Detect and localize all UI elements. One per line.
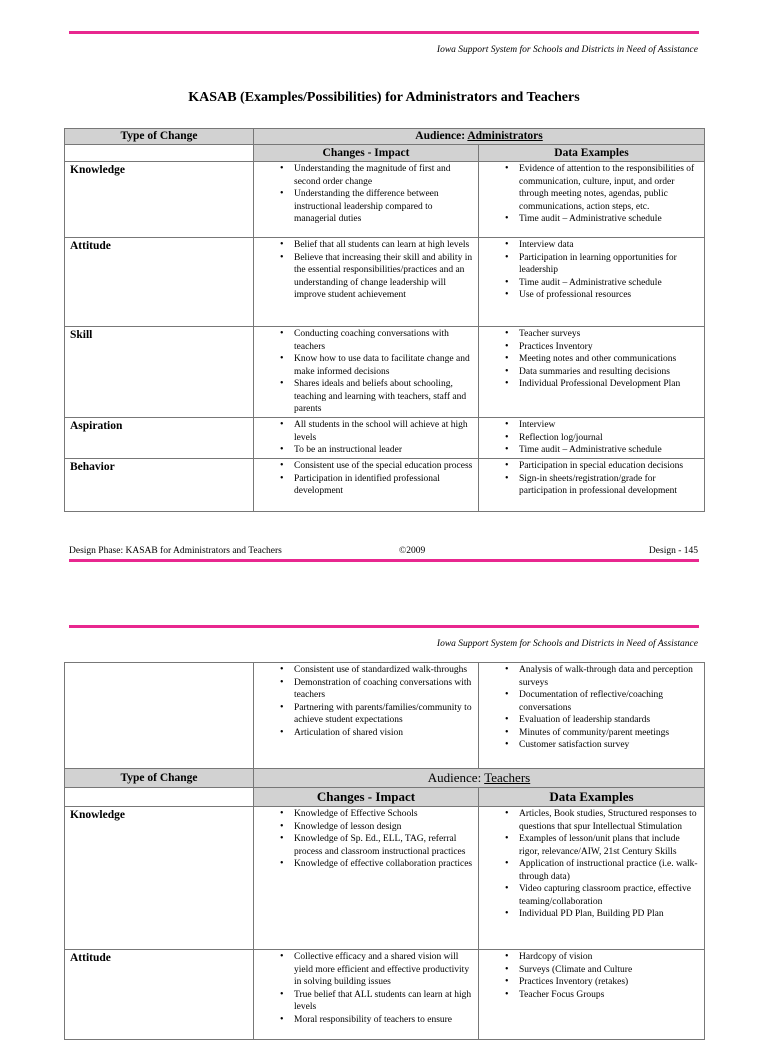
list-item: • Evidence of attention to the responsibilities of communication, culture, input, and order through meeting notes, agendas, public communications, action steps, etc. bbox=[479, 163, 700, 213]
changes-cell bbox=[254, 459, 479, 512]
data-cell bbox=[479, 418, 705, 459]
list-item: • True belief that ALL students can learn at high levels bbox=[254, 989, 474, 1014]
list-item: • Analysis of walk-through data and perception surveys bbox=[479, 664, 700, 689]
list-item: • Moral responsibility of teachers to ensure bbox=[254, 1014, 474, 1027]
list-item: • Individual Professional Development Plan bbox=[479, 378, 700, 391]
data-cell bbox=[479, 807, 705, 950]
type-of-change-header: Type of Change bbox=[65, 129, 254, 145]
list-item: • Understanding the difference between instructional leadership compared to managerial duties bbox=[254, 188, 474, 226]
changes-cell bbox=[254, 418, 479, 459]
changes-cell bbox=[254, 950, 479, 1040]
kasab-teacher-table bbox=[64, 662, 705, 1040]
blank-cell bbox=[65, 663, 254, 769]
list-item: • Articles, Book studies, Structured responses to questions that spur Intellectual Stimulation bbox=[479, 808, 700, 833]
list-item: • Knowledge of effective collaboration practices bbox=[254, 858, 474, 871]
list-item: • Demonstration of coaching conversations with teachers bbox=[254, 677, 474, 702]
table-row bbox=[65, 663, 705, 769]
footer-center: ©2009 bbox=[399, 546, 426, 556]
list-item: • Sign-in sheets/registration/grade for participation in professional development bbox=[479, 473, 700, 498]
footer-left: Design Phase: KASAB for Administrators and Teachers bbox=[69, 546, 282, 556]
page-title: KASAB (Examples/Possibilities) for Administrators and Teachers bbox=[188, 90, 580, 105]
audience-label: Audience: bbox=[427, 770, 482, 785]
data-examples-header: Data Examples bbox=[479, 788, 705, 807]
list-item: • To be an instructional leader bbox=[254, 444, 474, 457]
list-item: • Shares ideals and beliefs about schooling, teaching and learning with teachers, staff and parents bbox=[254, 378, 474, 416]
type-of-change-header: Type of Change bbox=[65, 769, 254, 788]
list-item: • Practices Inventory bbox=[479, 341, 700, 354]
list-item: • Reflection log/journal bbox=[479, 432, 700, 445]
audience-header bbox=[254, 769, 705, 788]
changes-cell bbox=[254, 238, 479, 327]
type-label: Knowledge bbox=[65, 162, 254, 238]
type-label: Knowledge bbox=[65, 807, 254, 950]
blank-cell bbox=[65, 788, 254, 807]
data-cell bbox=[479, 238, 705, 327]
list-item: • Time audit – Administrative schedule bbox=[479, 444, 700, 457]
type-label: Aspiration bbox=[65, 418, 254, 459]
list-item: • Data summaries and resulting decisions bbox=[479, 366, 700, 379]
list-item: • Time audit – Administrative schedule bbox=[479, 277, 700, 290]
list-item: • Consistent use of standardized walk-throughs bbox=[254, 664, 474, 677]
audience-value: Teachers bbox=[484, 770, 531, 785]
list-item: • Documentation of reflective/coaching conversations bbox=[479, 689, 700, 714]
list-item: • Interview data bbox=[479, 239, 700, 252]
changes-cell bbox=[254, 807, 479, 950]
table-row bbox=[65, 459, 705, 512]
list-item: • Hardcopy of vision bbox=[479, 951, 700, 964]
audience-label: Audience: bbox=[415, 130, 466, 142]
list-item: • Know how to use data to facilitate change and make informed decisions bbox=[254, 353, 474, 378]
table-row bbox=[65, 807, 705, 950]
list-item: • Understanding the magnitude of first and second order change bbox=[254, 163, 474, 188]
table-row bbox=[65, 950, 705, 1040]
list-item: • Participation in identified professional development bbox=[254, 473, 474, 498]
list-item: • Partnering with parents/families/community to achieve student expectations bbox=[254, 702, 474, 727]
page1-header-text: Iowa Support System for Schools and Districts in Need of Assistance bbox=[436, 45, 698, 55]
list-item: • Teacher surveys bbox=[479, 328, 700, 341]
data-cell bbox=[479, 459, 705, 512]
type-label: Skill bbox=[65, 327, 254, 418]
list-item: • Knowledge of Sp. Ed., ELL, TAG, referral process and classroom instructional practices bbox=[254, 833, 474, 858]
list-item: • Minutes of community/parent meetings bbox=[479, 727, 700, 740]
list-item: • Practices Inventory (retakes) bbox=[479, 976, 700, 989]
list-item: • Believe that increasing their skill and ability in the essential responsibilities/practices and an understanding of change leadership will improve student achievement bbox=[254, 252, 474, 302]
list-item: • Video capturing classroom practice, effective teaming/collaboration bbox=[479, 883, 700, 908]
list-item: • Collective efficacy and a shared vision will yield more efficient and effective productivity in solving building issues bbox=[254, 951, 474, 989]
list-item: • Participation in learning opportunities for leadership bbox=[479, 252, 700, 277]
list-item: • Teacher Focus Groups bbox=[479, 989, 700, 1002]
list-item: • Examples of lesson/unit plans that include rigor, relevance/AIW, 21st Century Skills bbox=[479, 833, 700, 858]
data-cell bbox=[479, 950, 705, 1040]
list-item: • Meeting notes and other communications bbox=[479, 353, 700, 366]
list-item: • Time audit – Administrative schedule bbox=[479, 213, 700, 226]
list-item: • Knowledge of lesson design bbox=[254, 821, 474, 834]
table-row bbox=[65, 162, 705, 238]
type-label: Attitude bbox=[65, 238, 254, 327]
kasab-admin-table bbox=[64, 128, 705, 512]
list-item: • Interview bbox=[479, 419, 700, 432]
data-cell bbox=[479, 327, 705, 418]
changes-impact-header: Changes - Impact bbox=[254, 145, 479, 162]
changes-cell bbox=[254, 162, 479, 238]
changes-cell bbox=[254, 327, 479, 418]
list-item: • All students in the school will achieve at high levels bbox=[254, 419, 474, 444]
page1-bottom-rule bbox=[69, 559, 699, 562]
page2-top-rule bbox=[69, 625, 699, 628]
audience-header bbox=[254, 129, 705, 145]
changes-cell bbox=[254, 663, 479, 769]
audience-value: Administrators bbox=[467, 130, 543, 142]
list-item: • Evaluation of leadership standards bbox=[479, 714, 700, 727]
blank-cell bbox=[65, 145, 254, 162]
list-item: • Articulation of shared vision bbox=[254, 727, 474, 740]
type-label: Attitude bbox=[65, 950, 254, 1040]
list-item: • Customer satisfaction survey bbox=[479, 739, 700, 752]
table-row bbox=[65, 418, 705, 459]
list-item: • Knowledge of Effective Schools bbox=[254, 808, 474, 821]
list-item: • Belief that all students can learn at high levels bbox=[254, 239, 474, 252]
page1-top-rule bbox=[69, 31, 699, 34]
data-cell bbox=[479, 162, 705, 238]
table-row bbox=[65, 238, 705, 327]
footer-right: Design - 145 bbox=[648, 546, 698, 556]
list-item: • Consistent use of the special education process bbox=[254, 460, 474, 473]
list-item: • Application of instructional practice (i.e. walk-through data) bbox=[479, 858, 700, 883]
list-item: • Use of professional resources bbox=[479, 289, 700, 302]
page2-header-text: Iowa Support System for Schools and Districts in Need of Assistance bbox=[436, 639, 698, 649]
changes-impact-header: Changes - Impact bbox=[254, 788, 479, 807]
type-label: Behavior bbox=[65, 459, 254, 512]
list-item: • Participation in special education decisions bbox=[479, 460, 700, 473]
list-item: • Surveys (Climate and Culture bbox=[479, 964, 700, 977]
table-row bbox=[65, 327, 705, 418]
data-cell bbox=[479, 663, 705, 769]
list-item: • Individual PD Plan, Building PD Plan bbox=[479, 908, 700, 921]
list-item: • Conducting coaching conversations with teachers bbox=[254, 328, 474, 353]
data-examples-header: Data Examples bbox=[479, 145, 705, 162]
